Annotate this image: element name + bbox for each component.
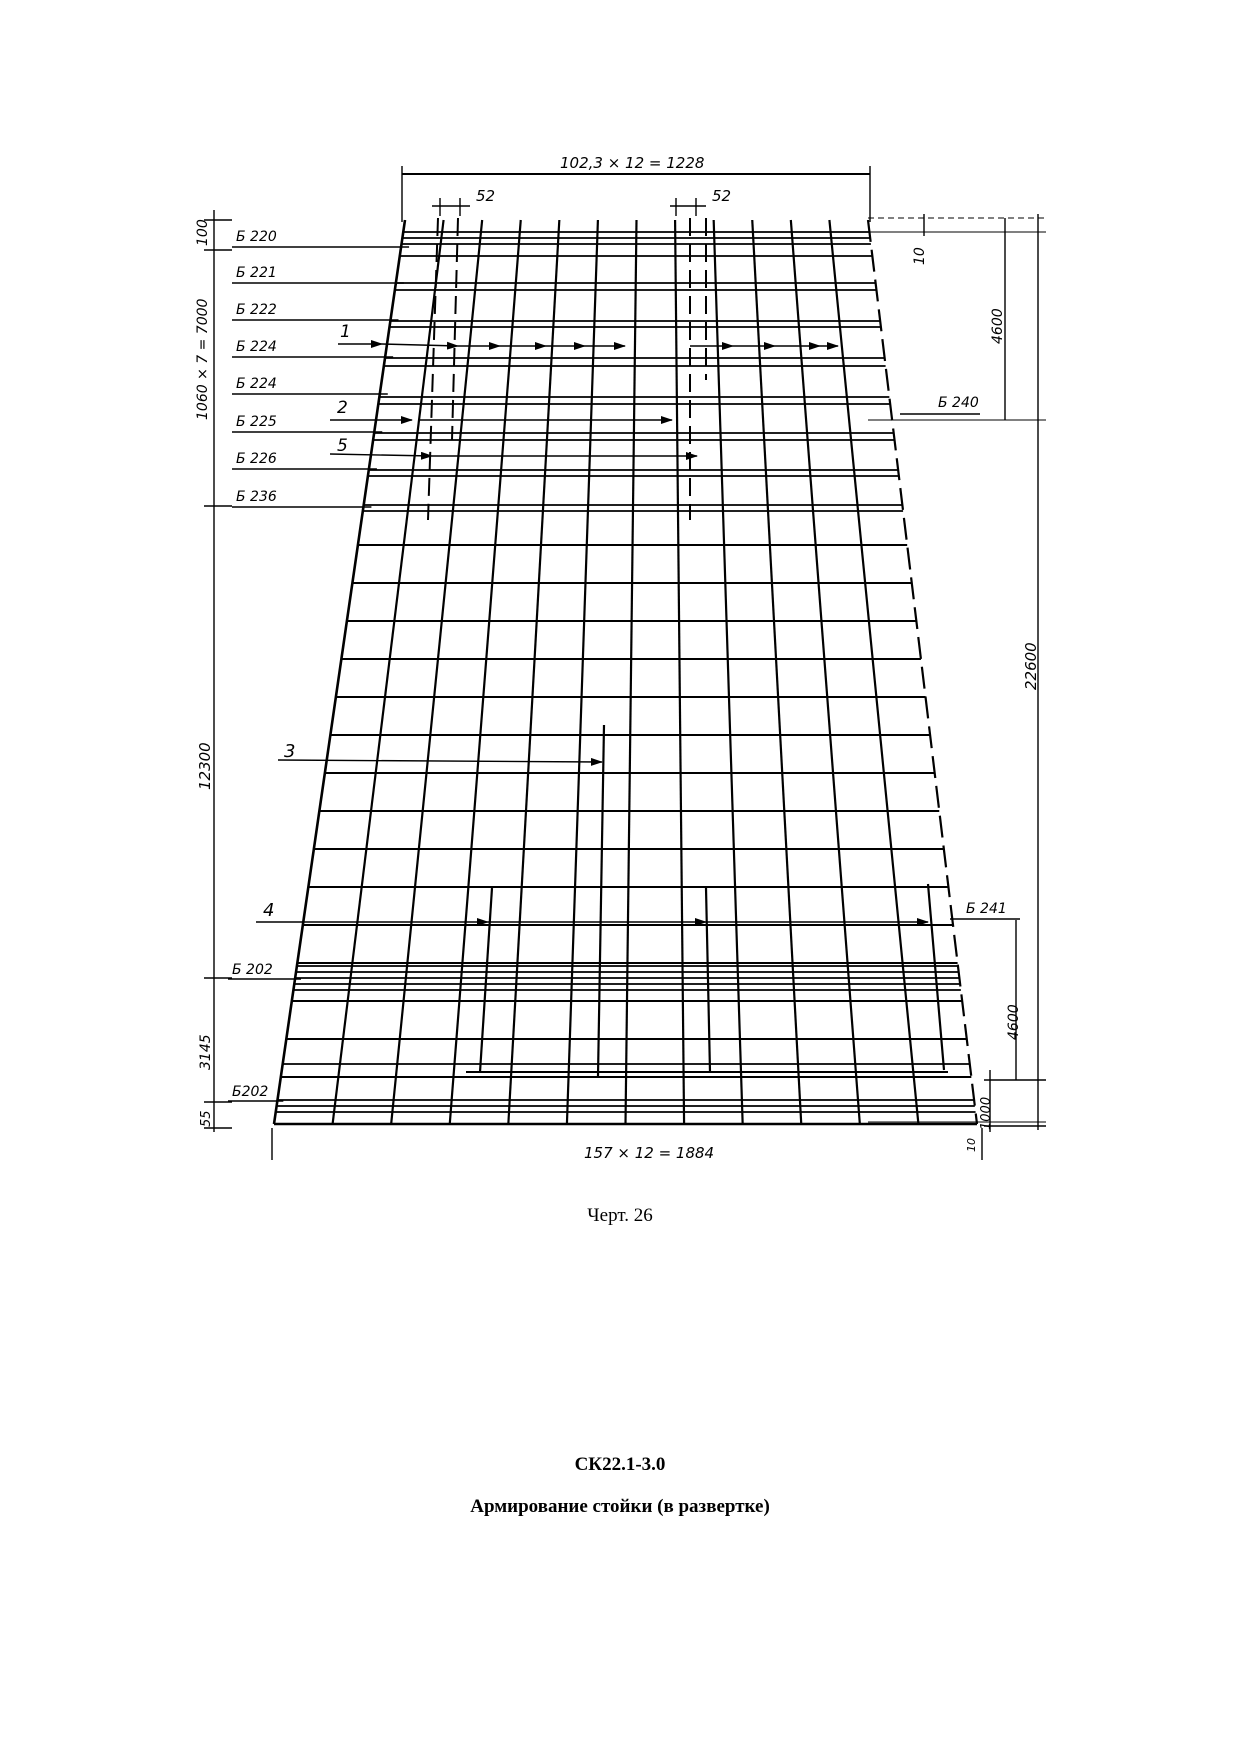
position-5: 5 [337, 436, 348, 456]
left-dim-3145: 3145 [198, 1034, 214, 1070]
longitudinal-bar [791, 220, 860, 1124]
bar-mark-b224-a: Б 224 [236, 339, 277, 355]
bar-mark-b226: Б 226 [236, 451, 277, 467]
bar-mark-b202-bottom: Б202 [232, 1084, 269, 1100]
local-bar [928, 884, 944, 1070]
bar-mark-b236: Б 236 [236, 489, 277, 505]
local-bar [598, 725, 604, 1076]
right-dim-22600: 22600 [1022, 642, 1040, 690]
bar-mark-b222: Б 222 [236, 302, 277, 318]
left-dim-1060: 1060 × 7 = 7000 [195, 298, 211, 420]
top-dimension-label: 102,3 × 12 = 1228 [560, 154, 705, 172]
longitudinal-bar [391, 220, 482, 1124]
right-dim-10-bottom: 10 [965, 1138, 978, 1152]
longitudinal-bar [626, 220, 637, 1124]
left-dim-55: 55 [199, 1110, 214, 1127]
figure-caption: Черт. 26 [587, 1205, 653, 1226]
longitudinal-bar [508, 220, 559, 1124]
longitudinal-bar [829, 220, 918, 1124]
right-dim-1000: 1000 [979, 1096, 994, 1130]
bar-mark-b240: Б 240 [938, 395, 979, 411]
document-title: Армирование стойки (в развертке) [470, 1496, 770, 1517]
longitudinal-bar [752, 220, 801, 1124]
position-3: 3 [284, 741, 296, 762]
longitudinal-bar [675, 220, 684, 1124]
bar-mark-b202-top: Б 202 [232, 962, 273, 978]
dimension-lines [204, 166, 1046, 1160]
bottom-dimension-label: 157 × 12 = 1884 [584, 1144, 715, 1160]
bar-mark-b224-b: Б 224 [236, 376, 277, 392]
longitudinal-bar [868, 220, 977, 1124]
local-bar [480, 888, 492, 1072]
position-2: 2 [337, 398, 348, 418]
position-4: 4 [263, 900, 275, 921]
left-dim-12300: 12300 [196, 742, 214, 790]
left-dim-100: 100 [195, 219, 211, 246]
reinforcement-mesh [274, 220, 977, 1124]
dim-52-right: 52 [712, 187, 732, 205]
dim-52-left: 52 [476, 187, 496, 205]
position-arrow [382, 344, 458, 346]
bar-mark-b221: Б 221 [236, 265, 277, 281]
dashed-local-bar [428, 218, 438, 520]
longitudinal-bar [714, 220, 743, 1124]
bar-mark-b220: Б 220 [236, 229, 277, 245]
longitudinal-bar [333, 220, 444, 1124]
right-dim-10: 10 [912, 247, 928, 265]
right-dim-4600-top: 4600 [990, 308, 1006, 344]
bar-mark-b225: Б 225 [236, 414, 277, 430]
dashed-local-bar [452, 218, 458, 440]
right-dim-4600-bottom: 4600 [1006, 1004, 1022, 1040]
longitudinal-bar [567, 220, 598, 1124]
longitudinal-bar [274, 220, 405, 1124]
local-bar [706, 888, 710, 1072]
position-1: 1 [340, 322, 351, 342]
bar-mark-b241: Б 241 [966, 901, 1007, 917]
document-code: СК22.1-3.0 [574, 1454, 666, 1475]
